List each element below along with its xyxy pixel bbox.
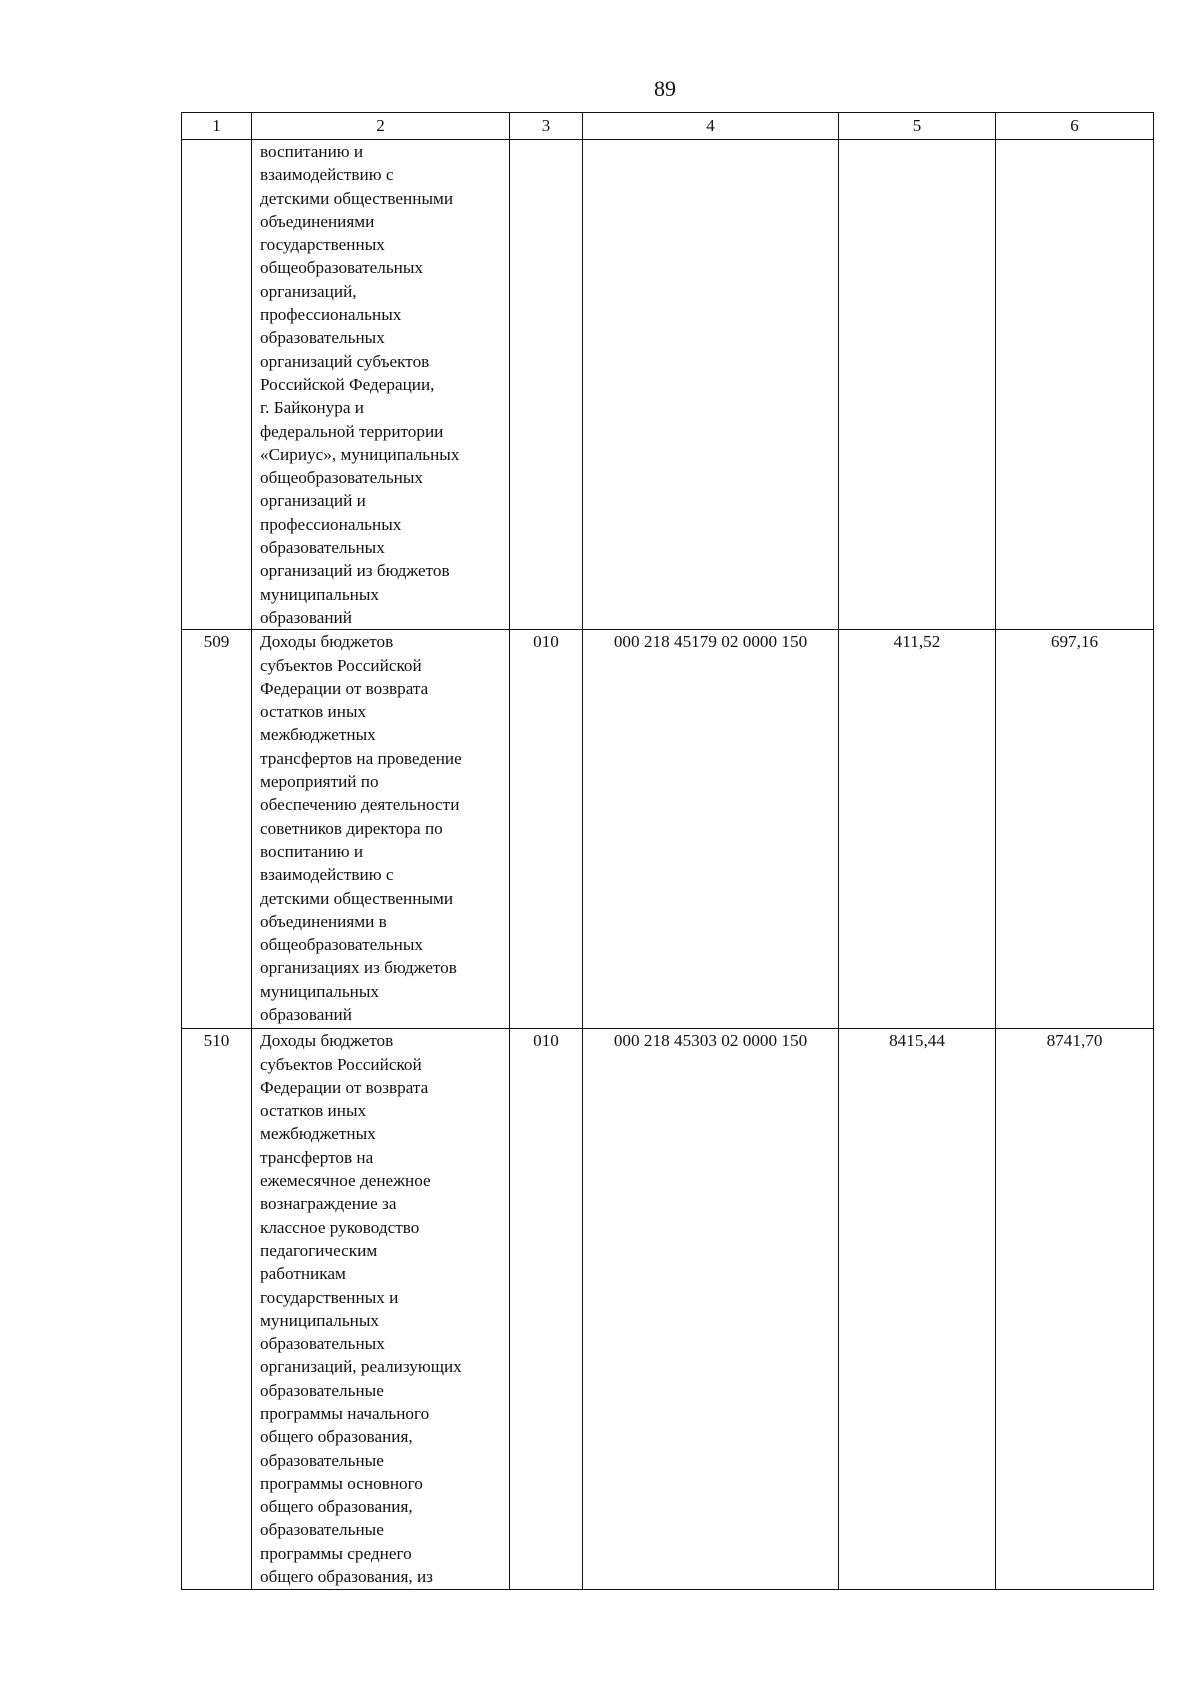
column-header-2: 2 [252,113,510,140]
row-number [182,140,252,630]
row-value-6 [996,140,1154,630]
column-header-3: 3 [510,113,583,140]
row-value-6: 697,16 [996,630,1154,1029]
row-number: 510 [182,1029,252,1590]
table-row [182,140,1154,630]
table-row [182,630,1154,1029]
row-name: Доходы бюджетов субъектов Российской Федерации от возврата остатков иных межбюджетных трансфертов на ежемесячное денежное вознаграждение за классное руководство педагогическим работникам государственных и муниципальных образовательных организаций, реализующих образовательные программы начального общего образования, образовательные программы основного общего образования, образовательные программы среднего общего образования, из [252,1029,510,1590]
row-value-5 [839,140,996,630]
row-code [510,140,583,630]
row-number: 509 [182,630,252,1029]
column-header-6: 6 [996,113,1154,140]
row-name: Доходы бюджетов субъектов Российской Федерации от возврата остатков иных межбюджетных трансфертов на проведение мероприятий по обеспечению деятельности советников директора по воспитанию и взаимодействию с детскими общественными объединениями в общеобразовательных организациях из бюджетов муниципальных образований [252,630,510,1029]
table-row [182,1029,1154,1590]
row-kbk [583,140,839,630]
row-code: 010 [510,630,583,1029]
row-code: 010 [510,1029,583,1590]
row-value-5: 8415,44 [839,1029,996,1590]
row-value-5: 411,52 [839,630,996,1029]
page-number: 89 [654,76,676,101]
row-kbk: 000 218 45303 02 0000 150 [583,1029,839,1590]
column-header-5: 5 [839,113,996,140]
row-name: воспитанию и взаимодействию с детскими общественными объединениями государственных общеобразовательных организаций, профессиональных образовательных организаций субъектов Российской Федерации, г. Байконура и федеральной территории «Сириус», муниципальных общеобразовательных организаций и профессиональных образовательных организаций из бюджетов муниципальных образований [252,140,510,630]
header-row [182,113,1154,140]
revenue-table [181,112,1154,1590]
row-kbk: 000 218 45179 02 0000 150 [583,630,839,1029]
column-header-1: 1 [182,113,252,140]
row-value-6: 8741,70 [996,1029,1154,1590]
column-header-4: 4 [583,113,839,140]
